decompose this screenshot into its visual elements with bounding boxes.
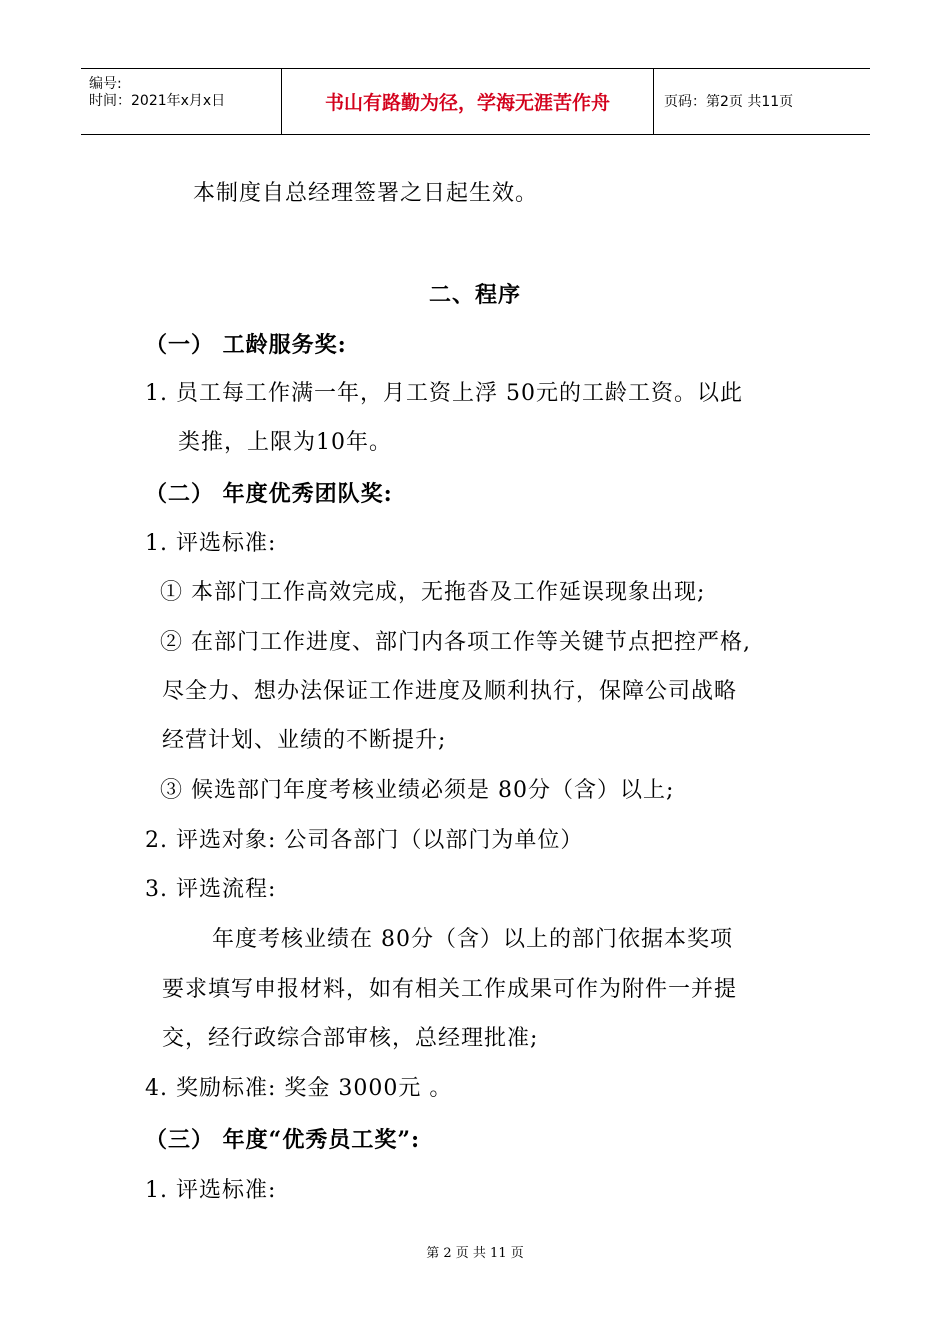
paragraph-line: 交，经行政综合部审核，总经理批准;	[162, 1026, 539, 1051]
subsection-title-team-award: （二） 年度优秀团队奖:	[145, 481, 393, 507]
paragraph-line: ② 在部门工作进度、部门内各项工作等关键节点把控严格,	[160, 630, 751, 655]
header-motto-cell	[282, 69, 654, 134]
number-label: 编号:	[89, 76, 122, 92]
page-footer: 第 2 页 共 11 页	[426, 1246, 524, 1261]
effective-statement: 本制度自总经理签署之日起生效。	[193, 181, 539, 206]
paragraph-line: 2. 评选对象: 公司各部门（以部门为单位）	[145, 828, 584, 853]
paragraph-line: 1. 评选标准:	[145, 531, 277, 556]
header-page-label: 页码：第2页 共11页	[664, 94, 794, 110]
document-header	[81, 68, 870, 135]
paragraph-line: 类推，上限为10年。	[178, 430, 392, 455]
paragraph-line: 年度考核业绩在 80分（含）以上的部门依据本奖项	[212, 927, 733, 952]
motto-text: 书山有路勤为径，学海无涯苦作舟	[324, 92, 610, 114]
header-info-cell	[81, 69, 282, 134]
header-page-cell	[654, 69, 870, 134]
paragraph-line: 1. 员工每工作满一年，月工资上浮 50元的工龄工资。以此	[145, 381, 743, 406]
paragraph-line: ③ 候选部门年度考核业绩必须是 80分（含）以上;	[160, 778, 675, 803]
paragraph-line: 经营计划、业绩的不断提升;	[162, 728, 447, 753]
paragraph-line: 1. 评选标准:	[145, 1178, 277, 1203]
section-title: 二、程序	[428, 282, 521, 308]
paragraph-line: 3. 评选流程:	[145, 877, 277, 902]
paragraph-line: ① 本部门工作高效完成，无拖沓及工作延误现象出现;	[160, 580, 706, 605]
paragraph-line: 要求填写申报材料，如有相关工作成果可作为附件一并提	[162, 977, 738, 1002]
subsection-title-seniority: （一） 工龄服务奖:	[145, 332, 347, 358]
paragraph-line: 4. 奖励标准: 奖金 3000元 。	[145, 1076, 453, 1101]
paragraph-line: 尽全力、想办法保证工作进度及顺利执行，保障公司战略	[162, 679, 738, 704]
subsection-title-employee-award: （三） 年度“优秀员工奖”:	[145, 1127, 421, 1153]
time-label: 时间：2021年x月x日	[89, 93, 226, 109]
